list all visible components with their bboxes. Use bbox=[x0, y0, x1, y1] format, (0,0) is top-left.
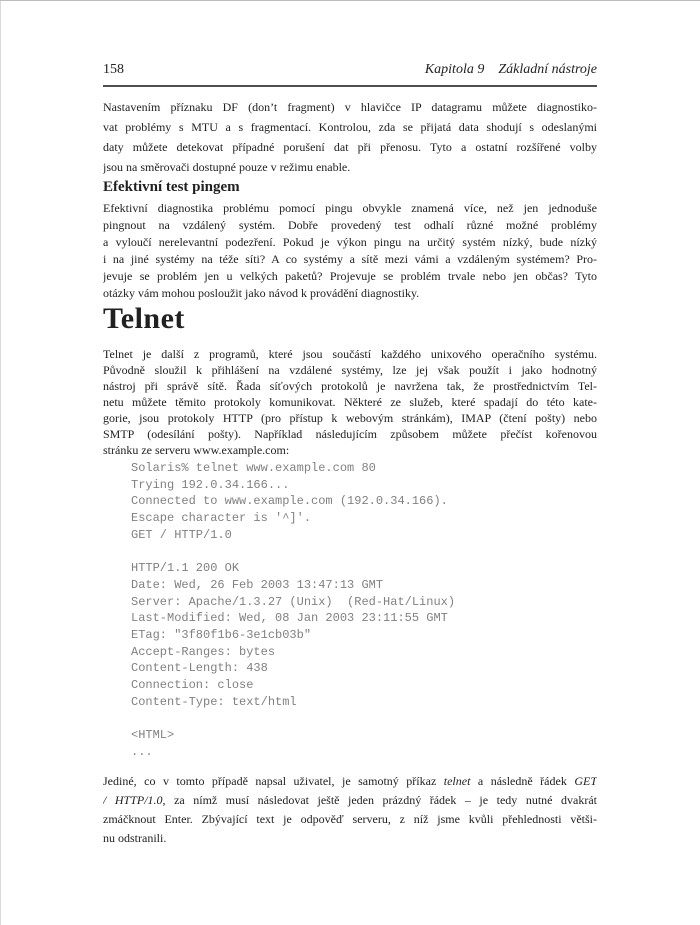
text-line bbox=[131, 711, 597, 728]
text-line: Content-Length: 438 bbox=[131, 661, 268, 676]
ping-paragraph bbox=[103, 200, 597, 302]
text-line: Last-Modified: Wed, 08 Jan 2003 23:11:55 GMT bbox=[131, 611, 448, 626]
intro-paragraph bbox=[103, 97, 597, 177]
text-line: <HTML> bbox=[131, 728, 175, 743]
text-line: nástroj při správě sítě. Řada síťových protokolů je navržena tak, že prostřednictvím Tel- bbox=[103, 379, 597, 393]
text-line: GET / HTTP/1.0 bbox=[131, 527, 232, 542]
running-header bbox=[103, 62, 597, 87]
text-line: i na jiné systémy na téže síti? A co systémy a sítě mezi vámi a vzdáleným systémem? Pro- bbox=[103, 252, 597, 266]
text-line: HTTP/1.1 200 OK bbox=[131, 561, 240, 576]
text-line: zmáčknout Enter. Zbývající text je odpověď serveru, z níž jsme kvůli přehlednosti větši- bbox=[103, 812, 597, 826]
text-line: Nastavením příznaku DF (don’t fragment) v hlavičce IP datagramu můžete diagnostiko- bbox=[103, 100, 597, 114]
text-line: Connected to www.example.com (192.0.34.166). bbox=[131, 494, 448, 509]
text-line: Server: Apache/1.3.27 (Unix) (Red-Hat/Linux) bbox=[131, 594, 456, 609]
text-line: nu odstranili. bbox=[103, 831, 167, 845]
text-line: Escape character is '^]'. bbox=[131, 511, 312, 526]
text-line: Connection: close bbox=[131, 678, 254, 693]
chapter-heading bbox=[425, 62, 597, 78]
text-line: netu můžete těmito protokoly komunikovat. Některé ze služeb, které spadají do této kate- bbox=[103, 395, 597, 409]
section-title-telnet: Telnet bbox=[103, 302, 185, 335]
text-line: gorie, jsou protokoly HTTP (pro přístup k webovým stránkám), IMAP (čtení pošty) nebo bbox=[103, 411, 597, 425]
text-line: otázky vám mohou posloužit jako návod k provádění diagnostiky. bbox=[103, 286, 420, 300]
text-line: Efektivní diagnostika problému pomocí pingu obvykle znamená více, než jen jednoduše bbox=[103, 201, 597, 215]
text-line: ETag: "3f80f1b6-3e1cb03b" bbox=[131, 628, 312, 643]
text-line: a vyloučí nerelevantní podezření. Pokud je výkon pingu na určitý systém nízký, bude nízký bbox=[103, 235, 597, 249]
chapter-label: Kapitola 9 bbox=[424, 62, 485, 77]
text-line: ... bbox=[131, 744, 153, 759]
text-line: Date: Wed, 26 Feb 2003 13:47:13 GMT bbox=[131, 577, 384, 592]
section-heading-ping: Efektivní test pingem bbox=[103, 179, 240, 195]
text-line: Solaris% telnet www.example.com 80 bbox=[131, 461, 376, 475]
text-line: daty můžete detekovat případné porušení dat při přenosu. Tyto a ostatní rozšířené volby bbox=[103, 140, 597, 154]
closing-paragraph bbox=[103, 772, 597, 848]
page-number: 158 bbox=[103, 62, 124, 77]
telnet-paragraph bbox=[103, 346, 597, 458]
chapter-title: Základní nástroje bbox=[498, 62, 597, 77]
text-line: Původně sloužil k přihlášení na vzdálené systémy, lze jej však použít i jako hodnotný bbox=[103, 363, 597, 377]
text-line: Content-Type: text/html bbox=[131, 694, 297, 709]
text-line: / HTTP/1.0, za nímž musí následovat ještě jeden prázdný řádek – je tedy nutné dvakrát bbox=[103, 793, 597, 807]
text-line: Accept-Ranges: bytes bbox=[131, 644, 276, 659]
text-line: vat problémy s MTU a s fragmentací. Kontrolou, zda se přijatá data shodují s odeslanými bbox=[103, 120, 597, 134]
text-line: pingnout na vzdálený systém. Dobře provedený test odhalí různé možné problémy bbox=[103, 218, 597, 232]
text-line: jevuje se problém jen u velkých paketů? Projevuje se problém trvale nebo jen občas? Tyto bbox=[103, 269, 597, 283]
text-line: Trying 192.0.34.166... bbox=[131, 477, 290, 492]
text-line: stránku ze serveru www.example.com: bbox=[103, 443, 290, 457]
text-line: Jediné, co v tomto případě napsal uživatel, je samotný příkaz telnet a následně řádek GET bbox=[103, 774, 597, 788]
text-line: jsou na směrovači dostupné pouze v režimu enable. bbox=[103, 160, 351, 174]
text-line: SMTP (odesílání pošty). Například následujícím způsobem můžete přečíst kořenovou bbox=[103, 427, 597, 441]
text-line bbox=[131, 544, 597, 561]
terminal-listing bbox=[131, 460, 597, 761]
text-line: Telnet je další z programů, které jsou součástí každého unixového operačního systému. bbox=[103, 347, 597, 361]
